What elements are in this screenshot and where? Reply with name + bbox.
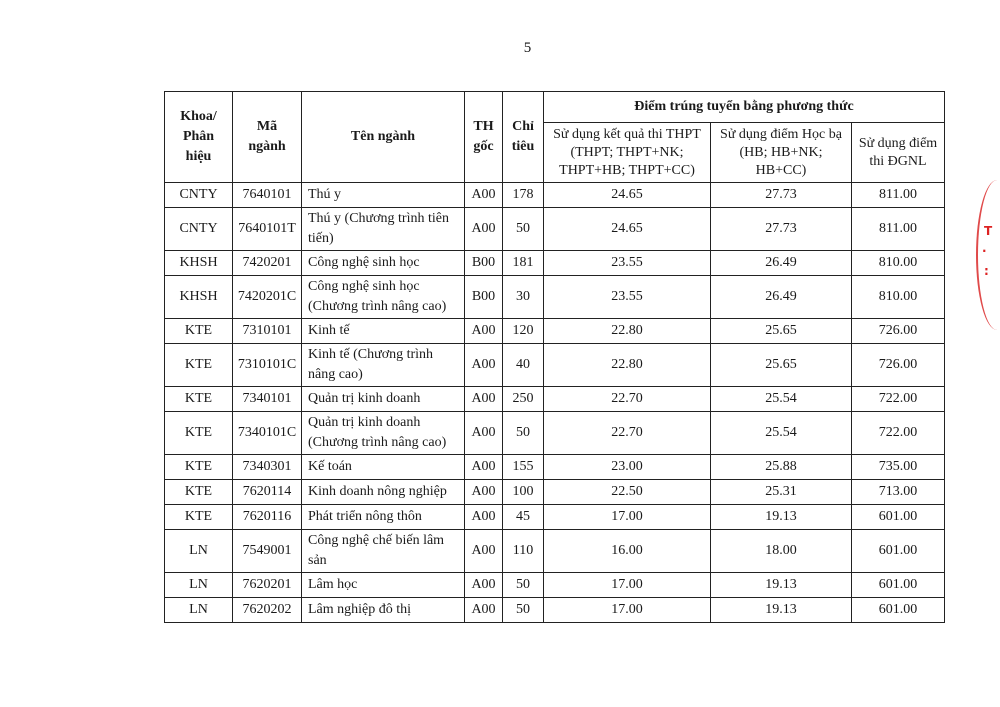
cell-quota: 50 <box>503 412 544 455</box>
cell-faculty: KTE <box>165 412 233 455</box>
cell-code: 7340301 <box>233 455 302 480</box>
cell-quota: 110 <box>503 530 544 573</box>
cell-name: Quản trị kinh doanh (Chương trình nâng cao) <box>302 412 465 455</box>
cell-name: Lâm học <box>302 573 465 598</box>
stamp-mark: T <box>984 224 993 238</box>
cell-name: Thú y (Chương trình tiên tiến) <box>302 208 465 251</box>
cell-score-dgnl: 726.00 <box>852 344 945 387</box>
cell-score-hb: 19.13 <box>711 598 852 623</box>
header-faculty: Khoa/ Phân hiệu <box>165 92 233 183</box>
cell-score-thpt: 24.65 <box>544 208 711 251</box>
cell-faculty: LN <box>165 573 233 598</box>
table-row <box>165 183 945 208</box>
cell-code: 7640101T <box>233 208 302 251</box>
header-method-dgnl: Sử dụng điểm thi ĐGNL <box>852 123 945 183</box>
cell-score-dgnl: 722.00 <box>852 387 945 412</box>
cell-name: Kế toán <box>302 455 465 480</box>
cell-faculty: CNTY <box>165 183 233 208</box>
cell-group: A00 <box>465 412 503 455</box>
header-name: Tên ngành <box>302 92 465 183</box>
cell-faculty: LN <box>165 530 233 573</box>
cell-score-hb: 27.73 <box>711 208 852 251</box>
table-row <box>165 319 945 344</box>
cell-score-dgnl: 811.00 <box>852 208 945 251</box>
cell-score-dgnl: 726.00 <box>852 319 945 344</box>
table-row <box>165 573 945 598</box>
cell-score-thpt: 22.80 <box>544 344 711 387</box>
table-row <box>165 387 945 412</box>
cell-faculty: KTE <box>165 387 233 412</box>
cell-score-thpt: 17.00 <box>544 505 711 530</box>
cell-group: A00 <box>465 387 503 412</box>
table-row <box>165 251 945 276</box>
table-row <box>165 455 945 480</box>
cell-score-hb: 19.13 <box>711 505 852 530</box>
table-row <box>165 598 945 623</box>
cell-score-thpt: 22.70 <box>544 387 711 412</box>
cell-group: A00 <box>465 344 503 387</box>
cell-score-thpt: 17.00 <box>544 598 711 623</box>
table-row <box>165 530 945 573</box>
cell-faculty: KTE <box>165 455 233 480</box>
cell-group: A00 <box>465 598 503 623</box>
cell-group: A00 <box>465 505 503 530</box>
cell-name: Kinh tế (Chương trình nâng cao) <box>302 344 465 387</box>
cell-score-thpt: 23.55 <box>544 276 711 319</box>
cell-group: B00 <box>465 276 503 319</box>
cell-score-hb: 25.65 <box>711 319 852 344</box>
table-row <box>165 505 945 530</box>
cell-code: 7340101 <box>233 387 302 412</box>
cell-name: Kinh doanh nông nghiệp <box>302 480 465 505</box>
cell-score-dgnl: 601.00 <box>852 598 945 623</box>
cell-faculty: KHSH <box>165 251 233 276</box>
cell-group: A00 <box>465 208 503 251</box>
cell-code: 7640101 <box>233 183 302 208</box>
cell-quota: 50 <box>503 208 544 251</box>
cell-group: B00 <box>465 251 503 276</box>
cell-quota: 120 <box>503 319 544 344</box>
cell-score-dgnl: 810.00 <box>852 251 945 276</box>
cell-score-dgnl: 601.00 <box>852 505 945 530</box>
cell-code: 7549001 <box>233 530 302 573</box>
cell-score-dgnl: 811.00 <box>852 183 945 208</box>
stamp-mark: · <box>982 244 987 258</box>
table-body <box>165 183 945 623</box>
table-row <box>165 344 945 387</box>
red-stamp-fragment <box>962 180 998 330</box>
cell-quota: 100 <box>503 480 544 505</box>
cell-score-thpt: 24.65 <box>544 183 711 208</box>
cell-quota: 50 <box>503 573 544 598</box>
table-row <box>165 276 945 319</box>
cell-group: A00 <box>465 455 503 480</box>
cell-quota: 178 <box>503 183 544 208</box>
cell-score-thpt: 22.50 <box>544 480 711 505</box>
stamp-arc <box>976 180 1000 330</box>
cell-score-dgnl: 810.00 <box>852 276 945 319</box>
cell-code: 7620114 <box>233 480 302 505</box>
cell-group: A00 <box>465 480 503 505</box>
table-row <box>165 208 945 251</box>
cell-score-thpt: 23.55 <box>544 251 711 276</box>
cell-score-thpt: 23.00 <box>544 455 711 480</box>
header-code: Mã ngành <box>233 92 302 183</box>
cell-code: 7420201C <box>233 276 302 319</box>
cell-score-hb: 19.13 <box>711 573 852 598</box>
cell-name: Kinh tế <box>302 319 465 344</box>
cell-name: Quản trị kinh doanh <box>302 387 465 412</box>
cell-score-dgnl: 713.00 <box>852 480 945 505</box>
cell-score-hb: 25.54 <box>711 387 852 412</box>
cell-code: 7620116 <box>233 505 302 530</box>
stamp-mark: : <box>984 264 989 278</box>
cell-faculty: KTE <box>165 505 233 530</box>
cell-code: 7620202 <box>233 598 302 623</box>
cell-quota: 50 <box>503 598 544 623</box>
header-method-hb: Sử dụng điểm Học bạ (HB; HB+NK; HB+CC) <box>711 123 852 183</box>
cell-quota: 181 <box>503 251 544 276</box>
table-row <box>165 480 945 505</box>
cell-group: A00 <box>465 573 503 598</box>
header-method-thpt: Sử dụng kết quả thi THPT (THPT; THPT+NK; THPT+HB; THPT+CC) <box>544 123 711 183</box>
cell-faculty: LN <box>165 598 233 623</box>
cell-score-hb: 25.54 <box>711 412 852 455</box>
cell-faculty: CNTY <box>165 208 233 251</box>
cell-score-dgnl: 735.00 <box>852 455 945 480</box>
table-row <box>165 412 945 455</box>
cell-name: Công nghệ chế biến lâm sản <box>302 530 465 573</box>
cell-name: Lâm nghiệp đô thị <box>302 598 465 623</box>
cell-quota: 30 <box>503 276 544 319</box>
header-score-group: Điểm trúng tuyển bằng phương thức <box>544 92 945 123</box>
cell-name: Thú y <box>302 183 465 208</box>
cell-score-hb: 25.88 <box>711 455 852 480</box>
cell-score-hb: 18.00 <box>711 530 852 573</box>
header-quota: Chỉ tiêu <box>503 92 544 183</box>
cell-faculty: KTE <box>165 319 233 344</box>
cell-score-dgnl: 601.00 <box>852 530 945 573</box>
cell-score-thpt: 16.00 <box>544 530 711 573</box>
header-base-group: TH gốc <box>465 92 503 183</box>
cell-faculty: KTE <box>165 480 233 505</box>
cell-score-dgnl: 601.00 <box>852 573 945 598</box>
cell-quota: 40 <box>503 344 544 387</box>
cell-score-dgnl: 722.00 <box>852 412 945 455</box>
cell-score-thpt: 17.00 <box>544 573 711 598</box>
admission-score-table <box>164 91 945 623</box>
cell-score-hb: 27.73 <box>711 183 852 208</box>
cell-score-hb: 26.49 <box>711 251 852 276</box>
cell-score-thpt: 22.70 <box>544 412 711 455</box>
cell-code: 7340101C <box>233 412 302 455</box>
cell-quota: 155 <box>503 455 544 480</box>
cell-faculty: KHSH <box>165 276 233 319</box>
cell-quota: 250 <box>503 387 544 412</box>
cell-name: Công nghệ sinh học <box>302 251 465 276</box>
cell-score-thpt: 22.80 <box>544 319 711 344</box>
cell-quota: 45 <box>503 505 544 530</box>
cell-code: 7310101C <box>233 344 302 387</box>
cell-score-hb: 25.31 <box>711 480 852 505</box>
cell-group: A00 <box>465 530 503 573</box>
page-number: 5 <box>523 40 532 56</box>
cell-group: A00 <box>465 183 503 208</box>
cell-name: Phát triển nông thôn <box>302 505 465 530</box>
cell-code: 7620201 <box>233 573 302 598</box>
cell-score-hb: 26.49 <box>711 276 852 319</box>
cell-group: A00 <box>465 319 503 344</box>
cell-code: 7420201 <box>233 251 302 276</box>
cell-score-hb: 25.65 <box>711 344 852 387</box>
cell-name: Công nghệ sinh học (Chương trình nâng cao) <box>302 276 465 319</box>
cell-code: 7310101 <box>233 319 302 344</box>
cell-faculty: KTE <box>165 344 233 387</box>
